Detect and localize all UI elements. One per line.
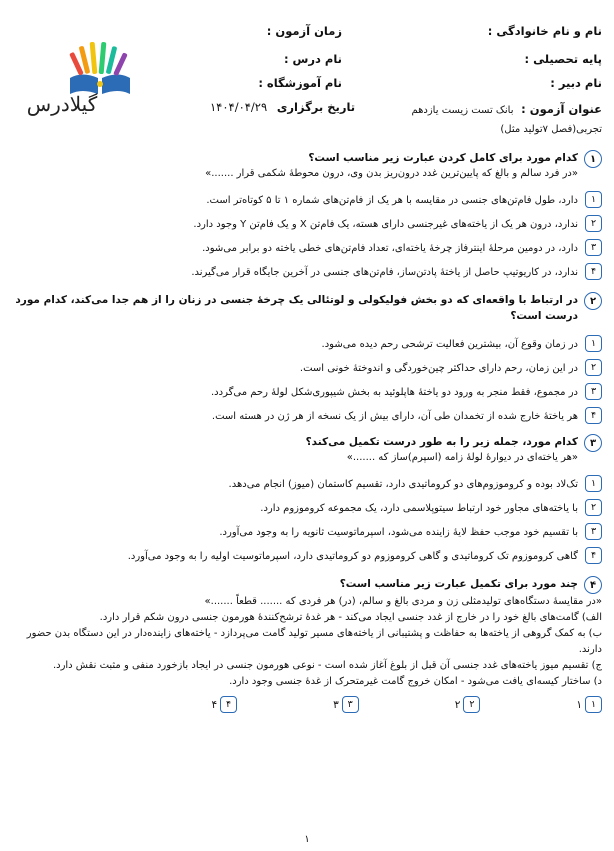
option-4[interactable] xyxy=(12,544,602,568)
option-number[interactable]: ۱ xyxy=(585,191,602,208)
question-2 xyxy=(12,292,602,428)
answer-choices xyxy=(12,696,602,713)
option-3[interactable] xyxy=(12,236,602,260)
choice-4[interactable] xyxy=(211,696,237,713)
exam-date xyxy=(210,100,355,114)
option-2[interactable] xyxy=(12,212,602,236)
option-2[interactable] xyxy=(12,496,602,520)
question-text: کدام مورد، جمله زیر را به طور درست تکمیل می‌کند؟ xyxy=(305,436,578,448)
choice-text: ۱ xyxy=(576,698,582,711)
option-number[interactable]: ۱ xyxy=(585,335,602,352)
option-text: تک‌لاد بوده و کروموزوم‌های دو کروماتیدی دارد، تقسیم کاستمان (میوز) انجام می‌دهد. xyxy=(228,478,578,490)
option-number[interactable]: ۲ xyxy=(463,696,480,713)
question-number: ۴ xyxy=(584,576,602,594)
question-text: کدام مورد برای کامل کردن عبارت زیر مناسب است؟ xyxy=(308,152,578,164)
statement-c: ج) تقسیم میوز یاخته‌های غدد جنسی آن قبل از بلوغ آغاز شده است - نوعی هورمون جنسی در ایجاد بازخورد منفی و مثبت نقش دارد. xyxy=(52,660,602,671)
name-label: نام و نام خانوادگی : xyxy=(487,24,602,38)
school-label: نام آموزشگاه : xyxy=(258,76,342,90)
option-number[interactable]: ۲ xyxy=(585,359,602,376)
exam-time-label: زمان آزمون : xyxy=(266,24,342,38)
option-text: با یاخته‌های مجاور خود ارتباط سیتوپلاسمی دارد، یک مجموعه کروموزوم دارد. xyxy=(260,502,578,514)
option-2[interactable] xyxy=(12,356,602,380)
exam-title xyxy=(411,102,602,116)
option-1[interactable] xyxy=(12,472,602,496)
option-1[interactable] xyxy=(12,188,602,212)
option-text: ندارد، در کاریوتیپ حاصل از یاختهٔ پادتن‌ساز، فام‌تن‌های جنسی در آخرین جایگاه قرار می‌گیرند. xyxy=(191,266,578,278)
option-number[interactable]: ۳ xyxy=(585,523,602,540)
option-number[interactable]: ۴ xyxy=(220,696,237,713)
date-value: ۱۴۰۴/۰۴/۲۹ xyxy=(210,100,268,114)
question-text: در ارتباط با واقعه‌ای که دو بخش فولیکولی و لوتئالی یک چرخهٔ جنسی در زنان را از هم جدا می‌کند، کدام مورد درست است؟ xyxy=(15,294,578,322)
option-number[interactable]: ۱ xyxy=(585,696,602,713)
option-4[interactable] xyxy=(12,404,602,428)
question-number: ۲ xyxy=(584,292,602,310)
question-1 xyxy=(12,150,602,284)
exam-title-label: عنوان آزمون : xyxy=(521,102,602,116)
question-3 xyxy=(12,434,602,568)
exam-title-sub: تجربی(فصل ۷تولید مثل) xyxy=(500,124,602,135)
option-number[interactable]: ۴ xyxy=(585,263,602,280)
option-number[interactable]: ۲ xyxy=(585,499,602,516)
choice-1[interactable] xyxy=(576,696,602,713)
option-number[interactable]: ۲ xyxy=(585,215,602,232)
option-4[interactable] xyxy=(12,260,602,284)
option-number[interactable]: ۴ xyxy=(585,547,602,564)
option-number[interactable]: ۳ xyxy=(585,383,602,400)
exam-header xyxy=(10,20,602,140)
question-sub: «هر یاخته‌ای در دیوارهٔ لولهٔ زامه (اسپرم)ساز که .......» xyxy=(346,452,578,463)
choice-text: ۳ xyxy=(333,698,339,711)
option-text: ندارد، درون هر یک از یاخته‌های غیرجنسی دارای هسته، یک فام‌تن X و یک فام‌تن Y وجود دارد. xyxy=(193,218,578,230)
grade-label: پایه تحصیلی : xyxy=(524,52,602,66)
option-text: هر یاختهٔ خارج شده از تخمدان طی آن، دارای بیش از یک نسخه از هر ژن در هسته است. xyxy=(211,410,578,422)
course-label: نام درس : xyxy=(283,52,342,66)
date-label: تاریخ برگزاری xyxy=(276,100,356,114)
statement-a: الف) گامت‌های بالغ خود را در خارج از غدد جنسی ایجاد می‌کند - هر غدهٔ ترشح‌کنندهٔ هورمون جنسی درون شکم قرار دارد. xyxy=(99,612,602,623)
option-number[interactable]: ۳ xyxy=(342,696,359,713)
option-text: در این زمان، رحم دارای حداکثر چین‌خوردگی و اندوختهٔ خونی است. xyxy=(299,362,578,374)
option-number[interactable]: ۴ xyxy=(585,407,602,424)
option-text: گاهی کروموزوم تک کروماتیدی و گاهی کروموزوم دو کروماتیدی دارد، اسپرماتوسیت اولیه را به وجود می‌آورد. xyxy=(127,550,578,562)
book-logo-icon xyxy=(60,38,140,138)
option-number[interactable]: ۳ xyxy=(585,239,602,256)
choice-text: ۴ xyxy=(211,698,218,711)
choice-3[interactable] xyxy=(333,696,359,713)
option-text: دارد، طول فام‌تن‌های جنسی در مقایسه با هر یک از فام‌تن‌های شماره ۱ تا ۵ کوتاه‌تر است. xyxy=(206,194,578,206)
option-1[interactable] xyxy=(12,332,602,356)
option-number[interactable]: ۱ xyxy=(585,475,602,492)
question-4 xyxy=(12,576,602,713)
question-sub: «در مقایسهٔ دستگاه‌های تولیدمثلی زن و مردی بالغ و سالم، (در) هر فردی که ....... قطعاً .......» xyxy=(204,596,602,607)
option-text: در مجموع، فقط منجر به ورود دو یاختهٔ هاپلوئید به بخش شیپوری‌شکل لولهٔ رحم می‌گردد. xyxy=(211,386,578,398)
choice-text: ۲ xyxy=(454,698,461,711)
logo-text: گیلادرس xyxy=(26,92,98,116)
teacher-label: نام دبیر : xyxy=(550,76,602,90)
option-text: دارد، در دومین مرحلهٔ اینترفاز چرخهٔ یاخته‌ای، تعداد فام‌تن‌های خطی یاخته دو برابر می‌شود. xyxy=(202,242,578,254)
option-text: با تقسیم خود موجب حفظ لایهٔ زاینده می‌شود، اسپرماتوسیت ثانویه را به وجود می‌آورد. xyxy=(219,526,578,538)
question-sub: «در فرد سالم و بالغ که پایین‌ترین غدد درون‌ریز بدن وی، درون محوطهٔ شکمی قرار .......» xyxy=(205,168,578,179)
exam-title-value: بانک تست زیست یازدهم xyxy=(411,105,514,116)
statement-b: ب) به کمک گروهی از یاخته‌ها به حفاظت و پشتیبانی از یاخته‌های مسیر تولید گامت می‌پردازد - یاخته‌های زاینده‌دار در این دستگاه بدن حضور دارند. xyxy=(26,628,602,655)
option-3[interactable] xyxy=(12,520,602,544)
question-number: ۱ xyxy=(584,150,602,168)
choice-2[interactable] xyxy=(455,696,481,713)
option-3[interactable] xyxy=(12,380,602,404)
question-text: چند مورد برای تکمیل عبارت زیر مناسب است؟ xyxy=(339,578,578,590)
option-text: در زمان وقوع آن، بیشترین فعالیت ترشحی رحم دیده می‌شود. xyxy=(321,338,578,350)
page-number: ۱ xyxy=(304,834,310,845)
statement-d: د) ساختار کیسه‌ای یافت می‌شود - امکان خروج گامت غیرمتحرک از غدهٔ جنسی وجود دارد. xyxy=(229,676,602,687)
question-number: ۳ xyxy=(584,434,602,452)
